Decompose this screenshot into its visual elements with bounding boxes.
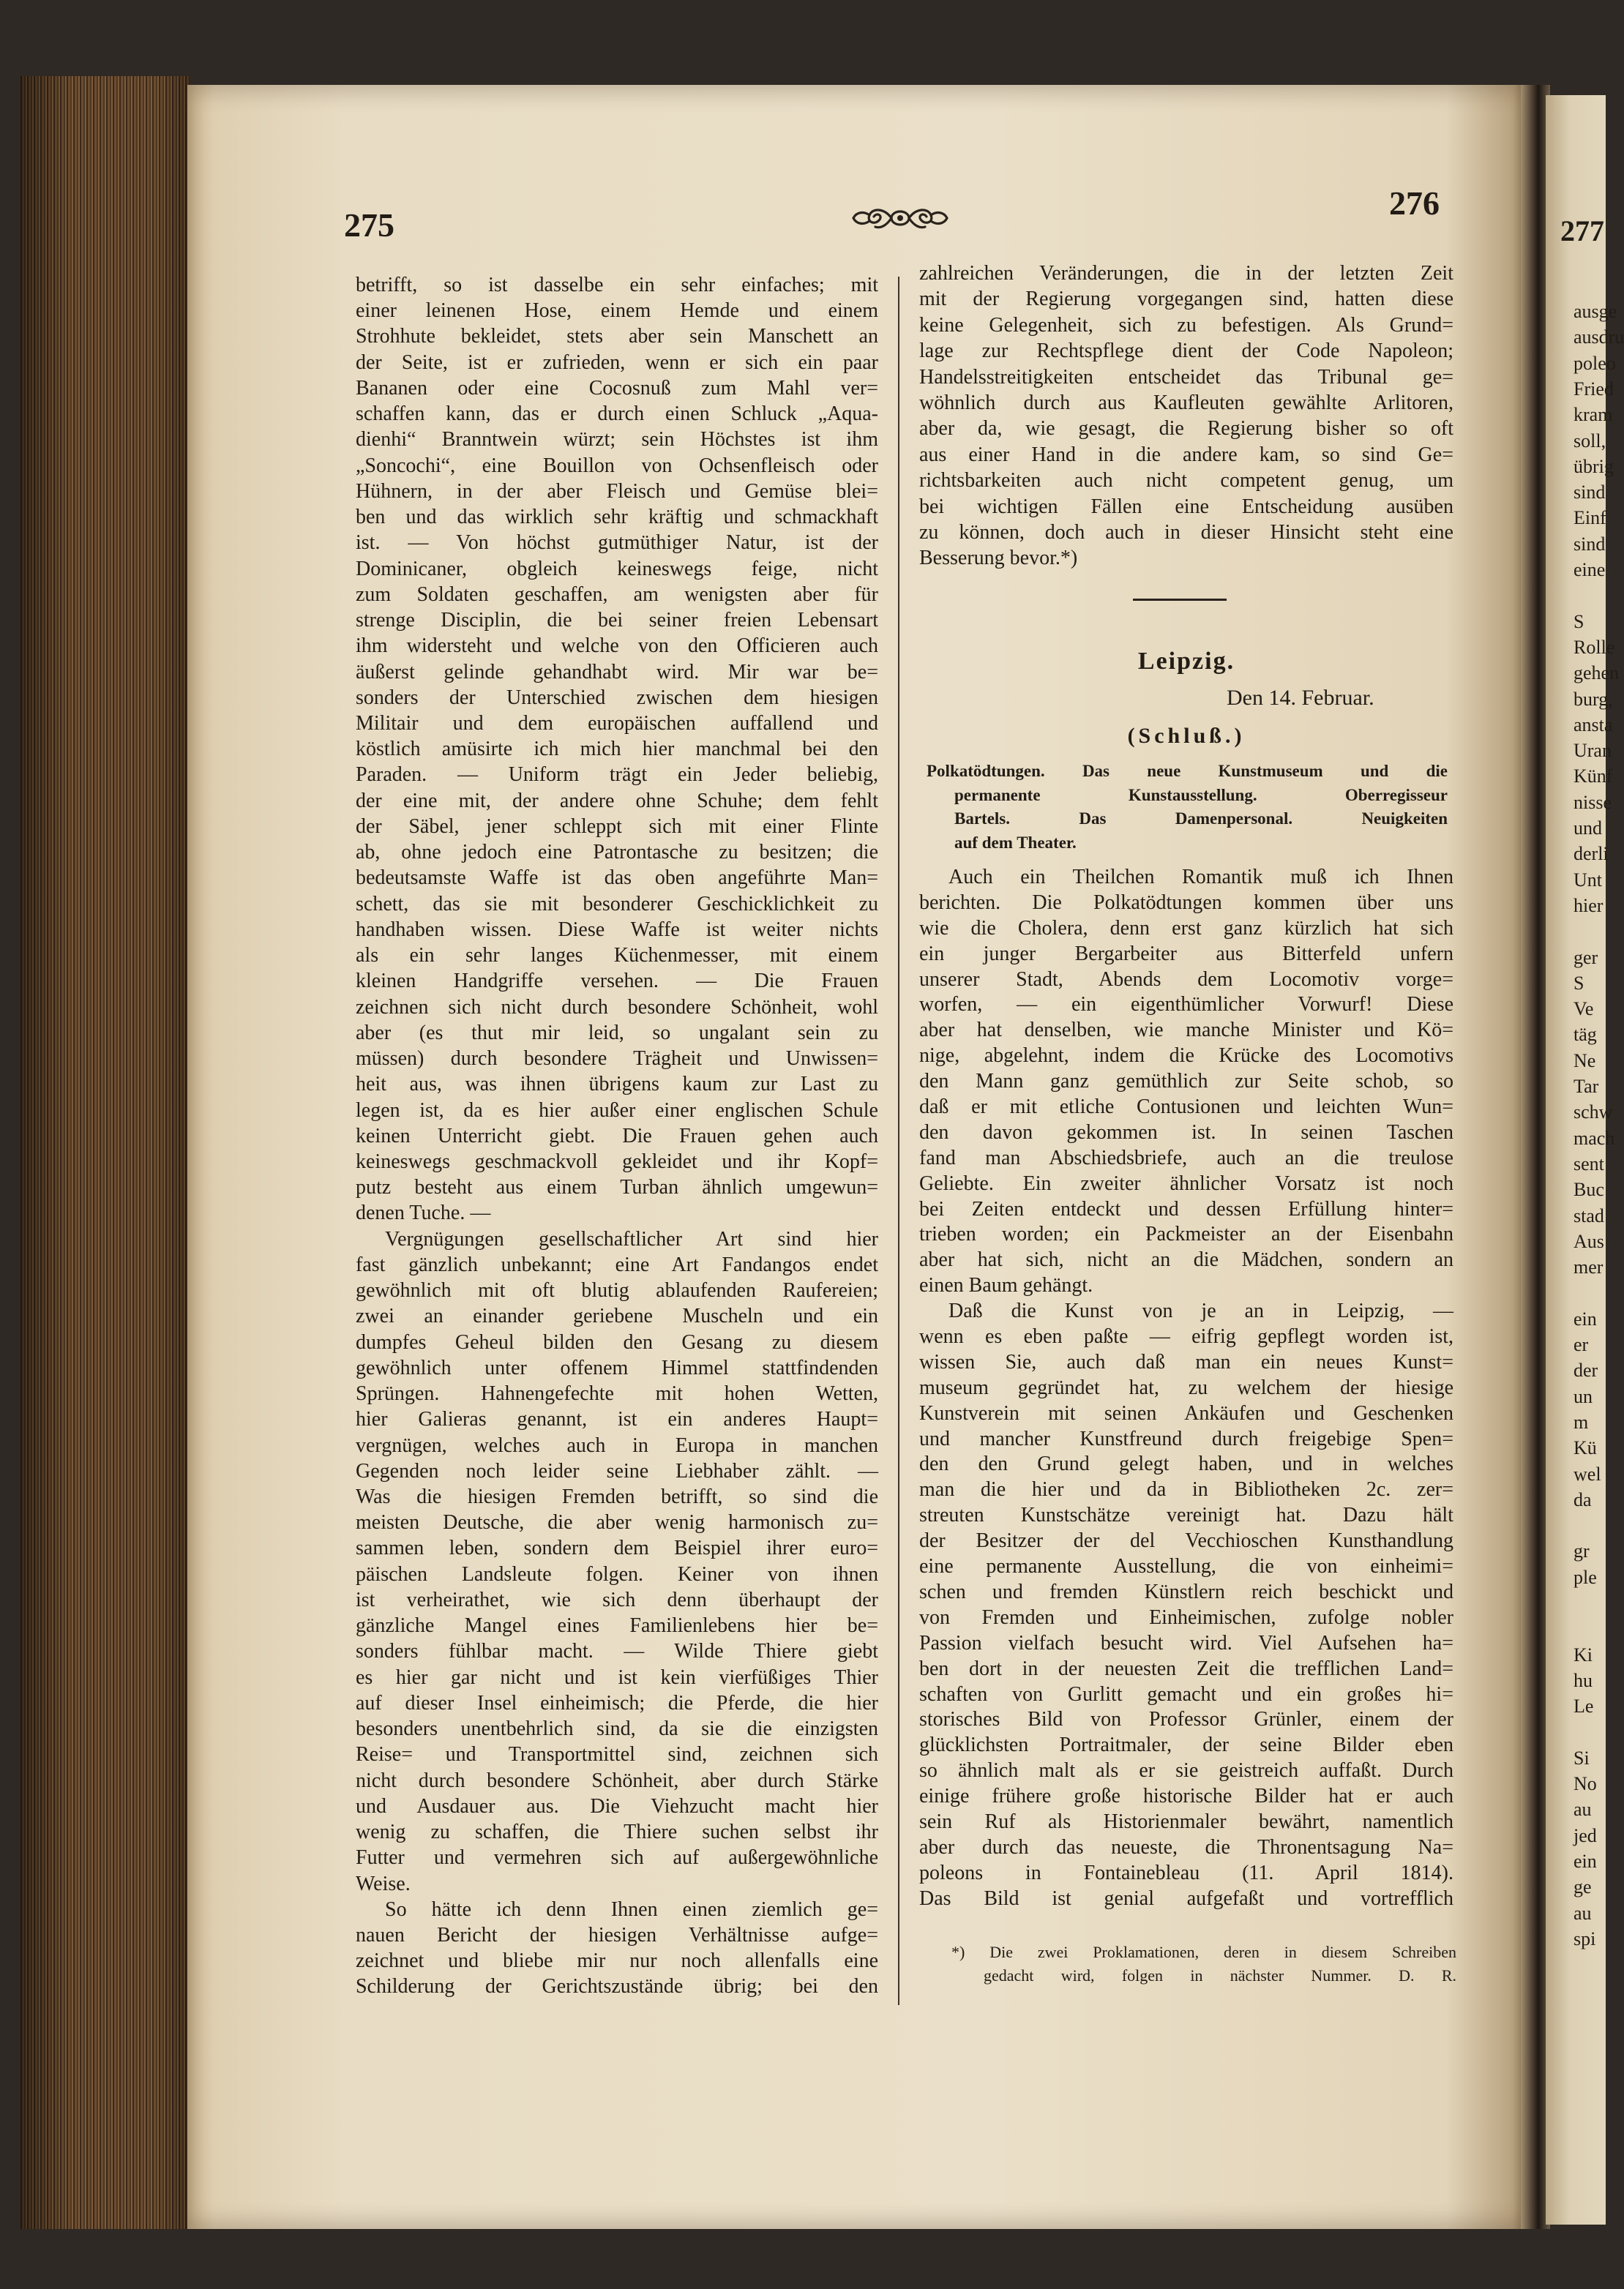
- summary-line: permanente Kunstausstellung. Oberregisseur: [954, 785, 1448, 804]
- text-line: worfen, — ein eigenthümlicher Vorwurf! Diese: [919, 993, 1453, 1016]
- next-page-fragment: Rolle: [1574, 636, 1615, 658]
- text-line: Gegenden noch leider seine Liebhaber zählt. —: [356, 1459, 878, 1483]
- text-line: den den Grund gelegt haben, und in welches: [919, 1453, 1453, 1476]
- text-line: sonders der Unterschied zwischen dem hiesigen: [356, 686, 878, 709]
- text-line: einige frühere große historische Bilder hat er auch: [919, 1785, 1453, 1808]
- text-line: bedeutsamste Waffe ist das oben angeführte Man=: [356, 866, 878, 890]
- text-line: zeichnet und bliebe mir nur noch allenfalls eine: [356, 1949, 878, 1973]
- next-page-fragment: spi: [1574, 1928, 1596, 1949]
- text-line: zwei an einander geriebene Muscheln und ein: [356, 1305, 878, 1328]
- next-page-fragment: au: [1574, 1902, 1592, 1924]
- text-line: Passion vielfach besucht wird. Viel Aufsehen ha=: [919, 1631, 1453, 1655]
- text-line: storisches Bild von Professor Grünler, einem der: [919, 1708, 1453, 1731]
- right-column-top: [919, 261, 1453, 572]
- text-line: ben dort in der neuesten Zeit die trefflichen Land=: [919, 1657, 1453, 1680]
- next-page-fragment: ger: [1574, 946, 1598, 968]
- text-line: wenn es eben paßte — eifrig gepflegt worden ist,: [919, 1325, 1453, 1349]
- next-page-fragment: täg: [1574, 1024, 1597, 1046]
- column-divider: [898, 277, 899, 2005]
- text-line: äußerst gelinde gehandhabt wird. Mir war be=: [356, 660, 878, 683]
- text-line: hier Galieras genannt, ist ein anderes Haupt=: [356, 1408, 878, 1431]
- next-page-fragment: sind: [1574, 533, 1606, 555]
- text-line: berichten. Die Polkatödtungen kommen über uns: [919, 891, 1453, 914]
- text-line: Schilderung der Gerichtszustände übrig; bei den: [356, 1975, 878, 1998]
- next-page-fragment: eine: [1574, 559, 1606, 580]
- next-page-fragment: ge: [1574, 1876, 1592, 1898]
- text-line: aus einer Hand in die andere kam, so sind Ge=: [919, 443, 1453, 466]
- text-line: von Fremden und Einheimischen, zufolge nobler: [919, 1606, 1453, 1629]
- next-page-fragment: mer: [1574, 1256, 1604, 1278]
- text-line: der eine mit, der andere ohne Schuhe; dem fehlt: [356, 789, 878, 812]
- text-line: aber hat denselben, wie manche Minister und Kö=: [919, 1019, 1453, 1042]
- text-line: putz besteht aus einem Turban ähnlich umgewun=: [356, 1176, 878, 1199]
- text-line: meisten Deutsche, die aber wenig harmonisch zu=: [356, 1511, 878, 1535]
- continuation-note: (Schluß.): [1127, 724, 1246, 748]
- text-line: Futter und vermehren sich auf außergewöhnliche: [356, 1846, 878, 1870]
- next-page-fragment: schw: [1574, 1101, 1613, 1123]
- text-line: vergnügen, welches auch in Europa in manchen: [356, 1434, 878, 1457]
- text-line: heit aus, was ihnen übrigens kaum zur Last zu: [356, 1073, 878, 1096]
- text-line: aber da, wie gesagt, die Regierung bisher so oft: [919, 417, 1453, 441]
- next-page-fragment: S: [1574, 972, 1584, 994]
- text-line: sein Ruf als Historienmaler bewährt, namentlich: [919, 1810, 1453, 1833]
- next-page-fragment: der: [1574, 1360, 1598, 1382]
- text-line: der Seite, ist er zufrieden, wenn er sich ein paar: [356, 351, 878, 374]
- text-line: wie die Cholera, denn erst ganz kürzlich hat sich: [919, 916, 1453, 940]
- text-line: nige, abgelehnt, indem die Krücke des Locomotivs: [919, 1044, 1453, 1068]
- text-line: fast gänzlich unbekannt; eine Art Fandangos endet: [356, 1253, 878, 1276]
- next-page-fragment: ausdru: [1574, 326, 1624, 348]
- next-page-fragment: Künf: [1574, 765, 1613, 787]
- footnote: [951, 1941, 1456, 1988]
- footnote-line: *) Die zwei Proklamationen, deren in diesem Schreiben: [951, 1943, 1456, 1961]
- next-page-fragment: wel: [1574, 1463, 1601, 1485]
- text-line: der Säbel, jener schleppt sich mit einer Flinte: [356, 814, 878, 838]
- text-line: ein junger Bergarbeiter aus Bitterfeld unfern: [919, 942, 1453, 965]
- text-line: sammen leben, sondern dem Beispiel ihrer euro=: [356, 1537, 878, 1560]
- text-line: Daß die Kunst von je an in Leipzig, —: [948, 1300, 1453, 1323]
- next-page-fragment: ausge: [1574, 301, 1617, 322]
- next-page-fragment: burg,: [1574, 688, 1613, 710]
- text-line: einen Baum gehängt.: [919, 1274, 1093, 1297]
- text-line: Kunstverein mit seinen Ankäufen und Geschenken: [919, 1401, 1453, 1425]
- text-line: den davon gekommen ist. In seinen Taschen: [919, 1120, 1453, 1144]
- next-page-fragment: nisse: [1574, 791, 1612, 813]
- section-title: Leipzig.: [1137, 648, 1235, 675]
- next-page-fragment: ple: [1574, 1566, 1597, 1588]
- next-page-fragment: ein: [1574, 1308, 1597, 1330]
- next-page-fragment: Unt: [1574, 869, 1602, 891]
- text-line: wöhnlich durch aus Kaufleuten gewählte Arlitoren,: [919, 391, 1453, 414]
- text-line: Geliebte. Ein zweiter ähnlicher Vorsatz ist noch: [919, 1172, 1453, 1195]
- text-line: müssen) durch besondere Trägheit und Unwissen=: [356, 1047, 878, 1071]
- text-line: dienhi“ Branntwein würzt; sein Höchstes ist ihm: [356, 428, 878, 452]
- next-page-fragment: und: [1574, 817, 1602, 839]
- text-line: betrifft, so ist dasselbe ein sehr einfaches; mit: [356, 274, 878, 296]
- next-page-fragment: Le: [1574, 1696, 1594, 1717]
- text-line: ab, ohne jedoch eine Patrontasche zu besitzen; die: [356, 841, 878, 864]
- page-number-left: 275: [344, 206, 394, 244]
- text-line: ist verheirathet, wie sich denn überhaupt der: [356, 1588, 878, 1611]
- next-page-fragment: un: [1574, 1385, 1593, 1407]
- next-page-fragment: mach: [1574, 1127, 1615, 1149]
- text-line: keine Gelegenheit, sich zu befestigen. Als Grund=: [919, 313, 1453, 337]
- text-line: bei wichtigen Fällen eine Entscheidung ausüben: [919, 495, 1453, 518]
- next-page-fragment: Uran: [1574, 740, 1612, 762]
- summary-line: Bartels. Das Damenpersonal. Neuigkeiten: [954, 809, 1448, 828]
- text-line: einer leinenen Hose, einem Hemde und einem: [356, 299, 878, 323]
- text-line: fand man Abschiedsbriefe, auch an die treulose: [919, 1146, 1453, 1169]
- footnote-line: gedacht wird, folgen in nächster Nummer. D. R.: [984, 1966, 1456, 1985]
- next-page-fragment: gehen: [1574, 662, 1620, 684]
- text-line: Weise.: [356, 1872, 411, 1895]
- text-line: handhaben wissen. Diese Waffe ist weiter nichts: [356, 918, 878, 941]
- ornament-icon: [850, 202, 950, 234]
- next-page-sliver: [1546, 95, 1624, 2225]
- text-line: Auch ein Theilchen Romantik muß ich Ihnen: [948, 866, 1453, 888]
- text-line: sonders fühlbar macht. — Wilde Thiere giebt: [356, 1640, 878, 1663]
- text-line: schen und fremden Künstlern reich beschickt und: [919, 1580, 1453, 1603]
- text-line: schett, das sie mit besonderer Geschicklichkeit zu: [356, 892, 878, 915]
- text-line: auf dieser Insel einheimisch; die Pferde, die hier: [356, 1691, 878, 1715]
- text-line: und mancher Kunstfreund durch freigebige Spen=: [919, 1427, 1453, 1450]
- next-page-fragment: Aus: [1574, 1230, 1604, 1252]
- text-line: zu können, doch auch in dieser Hinsicht steht eine: [919, 520, 1453, 544]
- text-line: Dominicaner, obgleich keineswegs feige, nicht: [356, 557, 878, 580]
- next-page-fragment: ansta: [1574, 713, 1613, 735]
- text-line: aber hat sich, nicht an die Mädchen, sondern an: [919, 1248, 1453, 1272]
- next-page-fragment: übrig: [1574, 455, 1614, 477]
- text-line: Reise= und Transportmittel sind, zeichnen sich: [356, 1743, 878, 1767]
- article-summary: [927, 760, 1448, 855]
- summary-line: auf dem Theater.: [954, 833, 1077, 852]
- page-number-right: 276: [1389, 184, 1440, 222]
- page-edges: [20, 76, 190, 2229]
- next-page-fragment: kram: [1574, 404, 1613, 426]
- next-page-fragment: jed: [1574, 1824, 1597, 1846]
- text-line: Militair und dem europäischen auffallend und: [356, 711, 878, 735]
- text-line: päischen Landsleute folgen. Keiner von ihnen: [356, 1562, 878, 1586]
- text-line: so ähnlich malt als er sie geistreich auffaßt. Durch: [919, 1759, 1453, 1783]
- text-line: ihm widersteht und welche von den Officieren auch: [356, 634, 878, 658]
- text-line: daß er mit etliche Contusionen und leichten Wun=: [919, 1095, 1453, 1119]
- next-page-fragment: er: [1574, 1334, 1589, 1355]
- text-line: eine permanente Ausstellung, die von einheimi=: [919, 1555, 1453, 1578]
- text-line: keinen Unterricht giebt. Die Frauen gehen auch: [356, 1124, 878, 1147]
- text-line: Paraden. — Uniform trägt ein Jeder beliebig,: [356, 763, 878, 787]
- right-column-body: [919, 865, 1453, 1912]
- next-page-fragment: Tar: [1574, 1076, 1599, 1097]
- text-line: Strohhute bekleidet, stets aber sein Manschett an: [356, 325, 878, 348]
- text-line: dumpfes Geheul bilden den Gesang zu diesem: [356, 1330, 878, 1354]
- text-line: streuten Kunstschätze vereinigt hat. Dazu hält: [919, 1504, 1453, 1527]
- text-line: schaften von Gurlitt gemacht und ein großes hi=: [919, 1682, 1453, 1706]
- text-line: gewöhnlich mit oft blutig ablaufenden Raufereien;: [356, 1279, 878, 1303]
- next-page-fragment: derli: [1574, 843, 1609, 865]
- text-line: gänzliche Mangel eines Familienlebens hier be=: [356, 1614, 878, 1638]
- next-page-fragment: stad: [1574, 1205, 1604, 1226]
- next-page-fragment: poleo: [1574, 352, 1616, 374]
- next-page-fragment: Fried: [1574, 378, 1614, 400]
- text-line: Das Bild ist genial aufgefaßt und vortrefflich: [919, 1887, 1453, 1910]
- text-line: den Mann ganz gemüthlich zur Seite schob, so: [919, 1070, 1453, 1093]
- text-line: wissen Sie, auch daß man ein neues Kunst=: [919, 1350, 1453, 1374]
- next-page-fragment: Ve: [1574, 998, 1594, 1020]
- summary-line: Polkatödtungen. Das neue Kunstmuseum und die: [927, 762, 1448, 780]
- text-line: kleinen Handgriffe versehen. — Die Frauen: [356, 970, 878, 993]
- text-line: strenge Disciplin, die bei seiner freien Lebensart: [356, 609, 878, 632]
- text-line: Sprüngen. Hahnengefechte mit hohen Wetten,: [356, 1382, 878, 1406]
- text-line: man die hier und da in Bibliotheken 2c. zer=: [919, 1478, 1453, 1502]
- text-line: der Besitzer der del Vecchioschen Kunsthandlung: [919, 1529, 1453, 1553]
- text-line: bei Zeiten entdeckt und dessen Erfüllung hinter=: [919, 1197, 1453, 1221]
- next-page-fragment: No: [1574, 1773, 1597, 1795]
- text-line: ist. — Von höchst gutmüthiger Natur, ist der: [356, 531, 878, 555]
- text-line: aber durch das neueste, die Thronentsagung Na=: [919, 1835, 1453, 1859]
- text-line: denen Tuche. —: [356, 1202, 491, 1225]
- next-page-fragment: ein: [1574, 1851, 1597, 1872]
- text-line: museum gegründet hat, zu welchem der hiesige: [919, 1376, 1453, 1399]
- next-page-number: 277: [1560, 214, 1604, 247]
- next-page-fragment: S: [1574, 610, 1584, 632]
- text-line: zahlreichen Veränderungen, die in der letzten Zeit: [919, 262, 1453, 285]
- text-line: wenig zu schaffen, die Thiere suchen selbst ihr: [356, 1821, 878, 1844]
- next-page-fragment: Buc: [1574, 1179, 1604, 1201]
- text-line: gewöhnlich unter offenem Himmel stattfindenden: [356, 1356, 878, 1379]
- text-line: zum Soldaten geschaffen, am wenigsten aber für: [356, 582, 878, 606]
- next-page-fragment: m: [1574, 1411, 1589, 1433]
- next-page-fragment: da: [1574, 1488, 1592, 1510]
- next-page-fragment: Einf: [1574, 507, 1606, 529]
- next-page-fragment: au: [1574, 1799, 1592, 1821]
- left-column: [356, 272, 878, 2000]
- text-line: „Soncochi“, eine Bouillon von Ochsenfleisch oder: [356, 454, 878, 477]
- section-rule: [1133, 599, 1227, 601]
- text-line: besonders unentbehrlich sind, da sie die einzigsten: [356, 1717, 878, 1741]
- text-line: als ein sehr langes Küchenmesser, mit einem: [356, 944, 878, 967]
- text-line: schaffen kann, das er durch einen Schluck „Aqua-: [356, 402, 878, 426]
- text-line: Besserung bevor.*): [919, 547, 1078, 570]
- text-line: unserer Stadt, Abends dem Locomotiv vorge=: [919, 967, 1453, 991]
- dateline: Den 14. Februar.: [1227, 686, 1374, 710]
- text-line: mit der Regierung vorgegangen sind, hatten diese: [919, 288, 1453, 311]
- text-line: ben und das wirklich sehr kräftig und schmackhaft: [356, 506, 878, 529]
- next-page-fragment: soll,: [1574, 430, 1606, 452]
- next-page-fragment: sent: [1574, 1153, 1604, 1175]
- text-line: So hätte ich denn Ihnen einen ziemlich ge=: [385, 1897, 878, 1921]
- text-line: nicht durch besondere Schönheit, aber durch Stärke: [356, 1769, 878, 1792]
- text-line: glücklichsten Portraitmaler, der seine Bilder eben: [919, 1734, 1453, 1757]
- text-line: zeichnen sich nicht durch besondere Schönheit, wohl: [356, 995, 878, 1019]
- next-page-fragment: sind: [1574, 482, 1606, 503]
- next-page-fragment: Ki: [1574, 1644, 1593, 1666]
- next-page-fragment: hu: [1574, 1669, 1593, 1691]
- next-page-fragment: Kü: [1574, 1437, 1597, 1459]
- text-line: nauen Bericht der hiesigen Verhältnisse aufge=: [356, 1924, 878, 1947]
- text-line: lage zur Rechtspflege dient der Code Napoleon;: [919, 340, 1453, 363]
- text-line: Vergnügungen gesellschaftlicher Art sind hier: [385, 1227, 878, 1251]
- next-page-fragment: gr: [1574, 1540, 1590, 1562]
- text-line: köstlich amüsirte ich mich hier manchmal bei den: [356, 738, 878, 761]
- text-line: keineswegs geschmackvoll gekleidet und ihr Kopf=: [356, 1150, 878, 1173]
- text-line: es hier gar nicht und ist kein vierfüßiges Thier: [356, 1666, 878, 1689]
- text-line: Bananen oder eine Cocosnuß zum Mahl ver=: [356, 376, 878, 400]
- text-line: aber (es thut mir leid, so ungalant sein zu: [356, 1021, 878, 1044]
- next-page-fragment: Si: [1574, 1747, 1590, 1769]
- text-line: Hühnern, in der aber Fleisch und Gemüse blei=: [356, 479, 878, 503]
- text-line: legen ist, da es hier außer einer englischen Schule: [356, 1098, 878, 1122]
- text-line: Was die hiesigen Fremden betrifft, so sind die: [356, 1486, 878, 1509]
- text-line: Handelsstreitigkeiten entscheidet das Tribunal ge=: [919, 365, 1453, 389]
- next-page-fragment: hier: [1574, 894, 1604, 916]
- text-line: poleons in Fontainebleau (11. April 1814).: [919, 1861, 1453, 1884]
- text-line: richtsbarkeiten auch nicht competent genug, um: [919, 469, 1453, 492]
- next-page-fragment: Ne: [1574, 1049, 1596, 1071]
- text-line: und Ausdauer aus. Die Viehzucht macht hier: [356, 1794, 878, 1818]
- text-line: trieben worden; ein Packmeister an der Eisenbahn: [919, 1223, 1453, 1246]
